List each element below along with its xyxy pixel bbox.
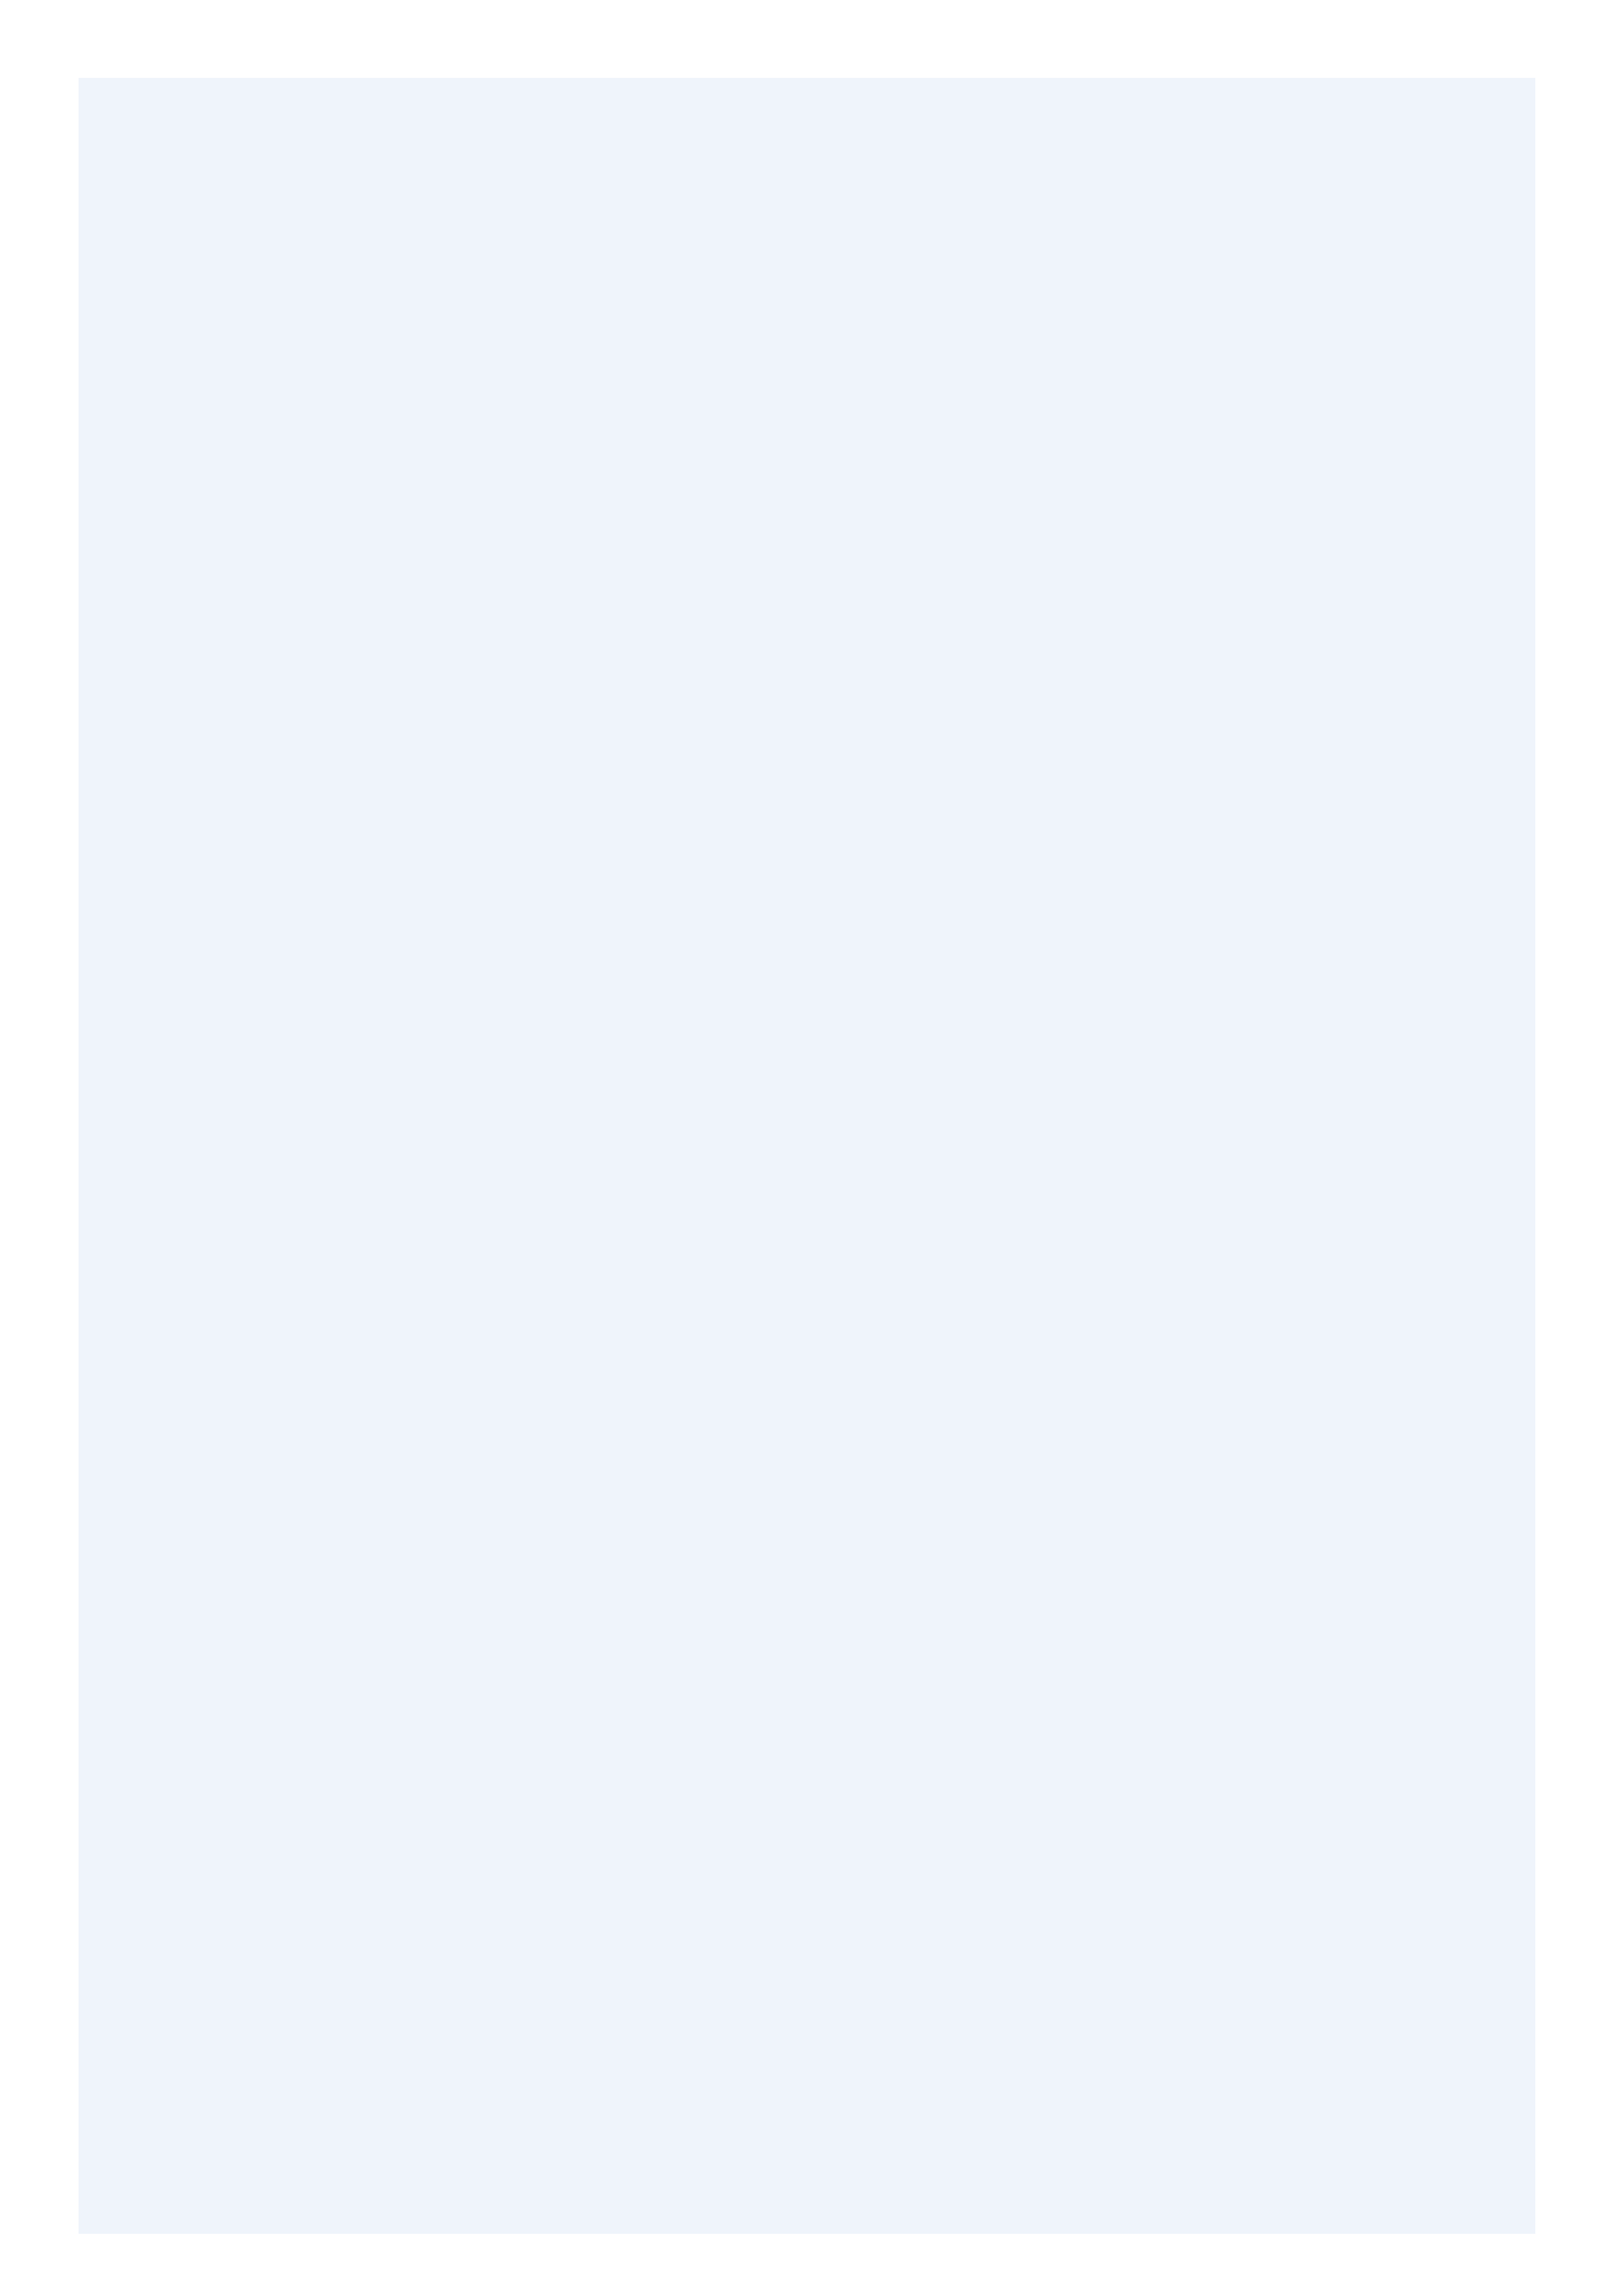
document-body bbox=[79, 78, 1535, 2234]
